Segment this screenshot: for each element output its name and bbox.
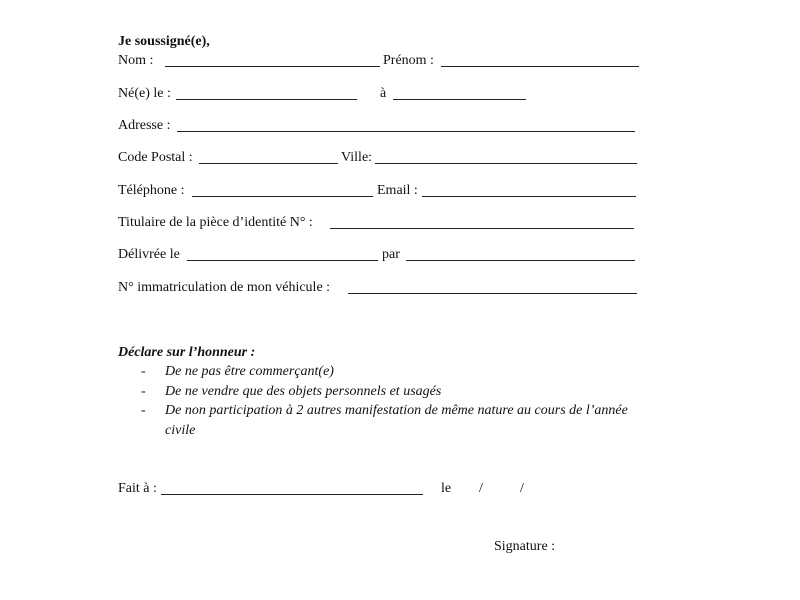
prenom-label: Prénom : xyxy=(383,53,434,68)
nom-field[interactable] xyxy=(165,66,380,67)
bullet-dash: - xyxy=(141,403,146,418)
bullet-dash: - xyxy=(141,384,146,399)
form-heading: Je soussigné(e), xyxy=(118,34,210,49)
date-naissance-field[interactable] xyxy=(176,99,357,100)
piece-identite-field[interactable] xyxy=(330,228,634,229)
code-postal-label: Code Postal : xyxy=(118,150,193,165)
declaration-item: De non participation à 2 autres manifestation de même nature au cours de l’année xyxy=(165,403,628,418)
delivree-le-label: Délivrée le xyxy=(118,247,180,262)
adresse-field[interactable] xyxy=(177,131,635,132)
lieu-naissance-field[interactable] xyxy=(393,99,526,100)
piece-identite-label: Titulaire de la pièce d’identité N° : xyxy=(118,215,313,230)
le-label: le xyxy=(441,481,452,496)
prenom-field[interactable] xyxy=(441,66,639,67)
fait-a-field[interactable] xyxy=(161,494,423,495)
email-field[interactable] xyxy=(422,196,636,197)
date-separator: / xyxy=(479,481,483,496)
immatriculation-field[interactable] xyxy=(348,293,637,294)
telephone-field[interactable] xyxy=(192,196,373,197)
delivree-le-field[interactable] xyxy=(187,260,378,261)
nom-label: Nom : xyxy=(118,53,154,68)
fait-a-label: Fait à : xyxy=(118,481,157,496)
signature-label: Signature : xyxy=(494,539,556,554)
par-label: par xyxy=(382,247,400,262)
declaration-item: De ne vendre que des objets personnels et usagés xyxy=(165,384,442,399)
ville-label: Ville: xyxy=(341,150,373,165)
declaration-item: De ne pas être commerçant(e) xyxy=(165,364,334,379)
immatriculation-label: N° immatriculation de mon véhicule : xyxy=(118,280,331,295)
telephone-label: Téléphone : xyxy=(118,183,185,198)
ville-field[interactable] xyxy=(375,163,637,164)
email-label: Email : xyxy=(377,183,418,198)
bullet-dash: - xyxy=(141,364,146,379)
adresse-label: Adresse : xyxy=(118,118,171,133)
par-field[interactable] xyxy=(406,260,635,261)
code-postal-field[interactable] xyxy=(199,163,338,164)
declaration-item-continuation: civile xyxy=(165,423,196,438)
declaration-title: Déclare sur l’honneur : xyxy=(118,345,256,360)
date-separator: / xyxy=(520,481,524,496)
ne-le-label: Né(e) le : xyxy=(118,86,171,101)
a-label: à xyxy=(380,86,387,101)
